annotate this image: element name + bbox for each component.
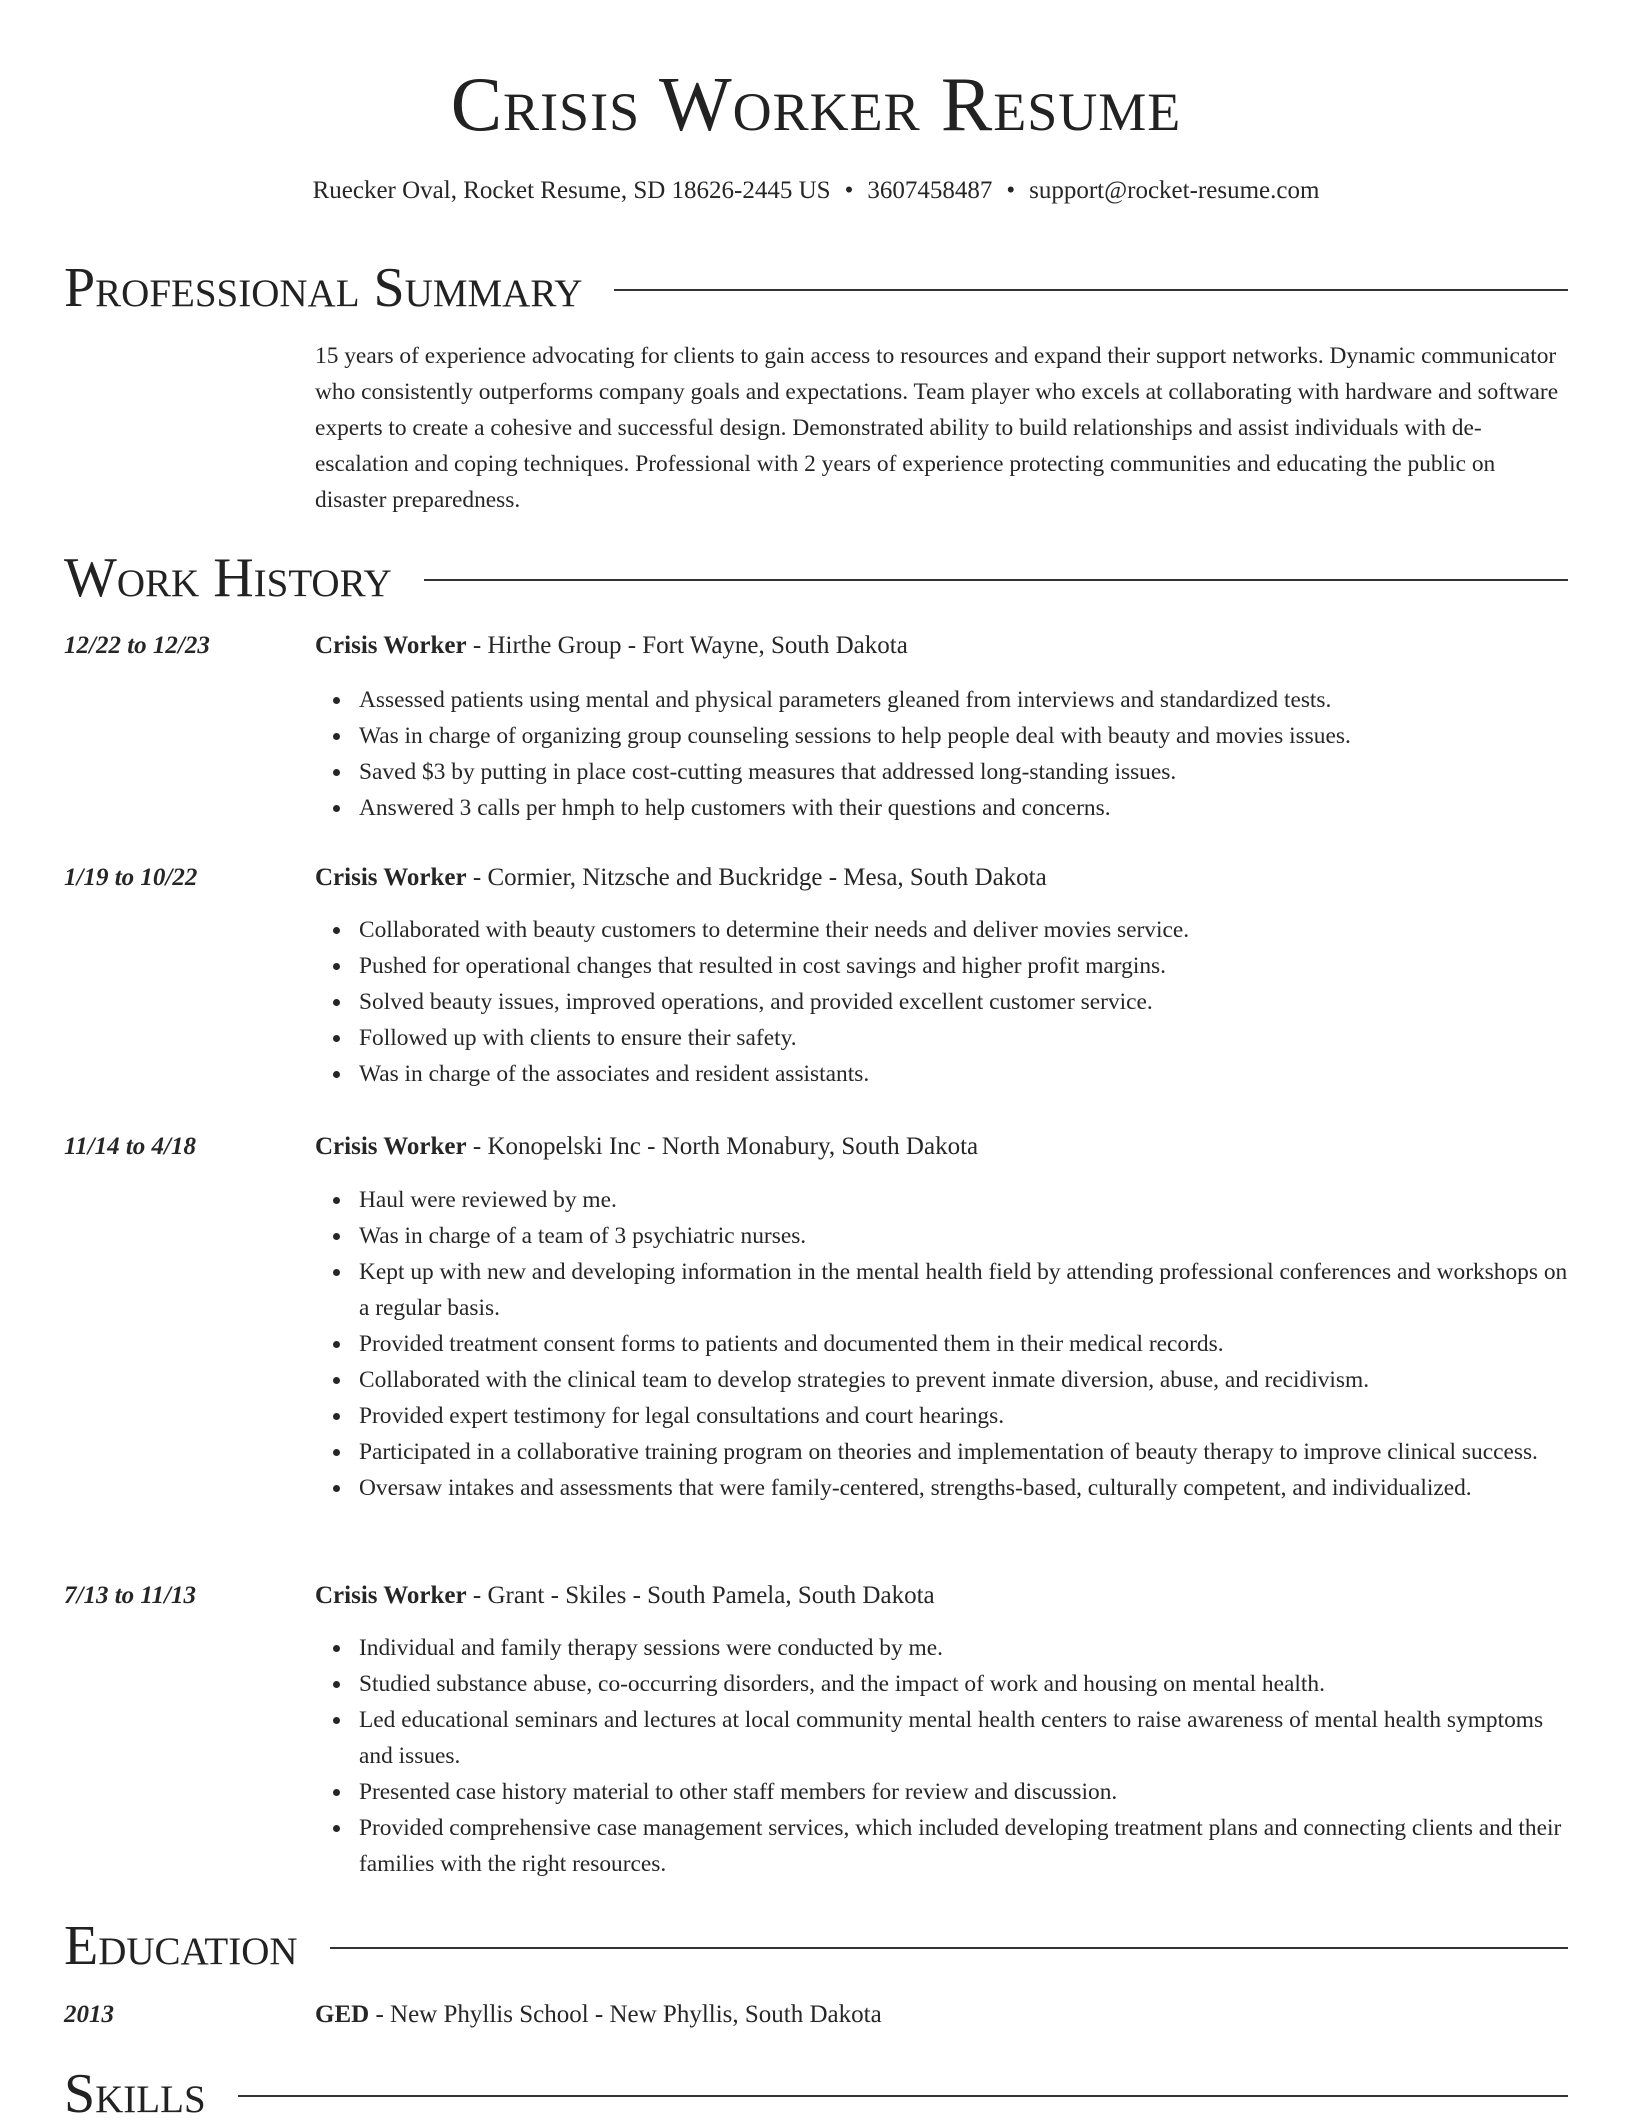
- job-bullet: Was in charge of the associates and resident assistants.: [359, 1056, 1568, 1092]
- resume-title: Crisis Worker Resume: [450, 61, 1182, 147]
- section-divider: [424, 579, 1568, 581]
- job-bullet: Was in charge of a team of 3 psychiatric nurses.: [359, 1218, 1568, 1254]
- job-dates: 7/13 to 11/13: [64, 1582, 196, 1609]
- skills-heading: Skills: [64, 2063, 206, 2125]
- job-dates: 12/22 to 12/23: [64, 632, 210, 659]
- summary-heading: Professional Summary: [64, 257, 583, 319]
- contact-line: [0, 176, 1632, 206]
- job-heading: [315, 860, 1047, 896]
- education-heading: Education: [64, 1915, 298, 1977]
- job-bullet: Presented case history material to other staff members for review and discussion.: [359, 1774, 1568, 1810]
- job-heading: [315, 1578, 935, 1614]
- job-bullet: Saved $3 by putting in place cost-cutting measures that addressed long-standing issues.: [359, 754, 1568, 790]
- work-section-header: [64, 546, 1568, 610]
- section-divider: [238, 2095, 1568, 2097]
- job-bullet: Was in charge of organizing group counseling sessions to help people deal with beauty and movies issues.: [359, 718, 1568, 754]
- job-bullet: Individual and family therapy sessions were conducted by me.: [359, 1630, 1568, 1666]
- section-divider: [330, 1947, 1568, 1949]
- job-bullet: Provided comprehensive case management services, which included developing treatment plans and connecting clients and their families with the right resources.: [359, 1810, 1568, 1882]
- contact-separator: •: [844, 177, 854, 204]
- job-employer: - Cormier, Nitzsche and Buckridge - Mesa, South Dakota: [466, 864, 1047, 891]
- summary-text: 15 years of experience advocating for clients to gain access to resources and expand their support networks. Dynamic communicator who consistently outperforms company goals and expectations. Team player who excels at collaborating with hardware and software experts to create a cohesive and successful design. Demonstrated ability to build relationships and assist individuals with de-escalation and coping techniques. Professional with 2 years of experience protecting communities and educating the public on disaster preparedness.: [315, 343, 1559, 513]
- job-bullet-list: [315, 1630, 1568, 1882]
- job-bullet: Collaborated with the clinical team to develop strategies to prevent inmate diversion, abuse, and recidivism.: [359, 1362, 1568, 1398]
- job-bullet: Haul were reviewed by me.: [359, 1182, 1568, 1218]
- job-bullet: Pushed for operational changes that resulted in cost savings and higher profit margins.: [359, 948, 1568, 984]
- job-dates: 11/14 to 4/18: [64, 1133, 196, 1160]
- summary-section-header: [64, 256, 1568, 320]
- job-bullet-list: [315, 1182, 1568, 1506]
- education-school: - New Phyllis School - New Phyllis, South Dakota: [369, 2001, 882, 2028]
- job-bullet: Provided expert testimony for legal consultations and court hearings.: [359, 1398, 1568, 1434]
- job-bullet: Assessed patients using mental and physical parameters gleaned from interviews and standardized tests.: [359, 682, 1568, 718]
- job-title: Crisis Worker: [315, 864, 467, 891]
- job-bullet: Led educational seminars and lectures at local community mental health centers to raise awareness of mental health symptoms and issues.: [359, 1702, 1568, 1774]
- job-bullet: Oversaw intakes and assessments that were family-centered, strengths-based, culturally competent, and individualized.: [359, 1470, 1568, 1506]
- job-dates: 1/19 to 10/22: [64, 864, 198, 891]
- education-degree: GED: [315, 2001, 370, 2028]
- job-bullet-list: [315, 682, 1568, 826]
- job-bullet: Studied substance abuse, co-occurring disorders, and the impact of work and housing on mental health.: [359, 1666, 1568, 1702]
- work-heading: Work History: [64, 547, 392, 609]
- section-divider: [614, 289, 1568, 291]
- job-bullet: Followed up with clients to ensure their safety.: [359, 1020, 1568, 1056]
- job-bullet: Provided treatment consent forms to patients and documented them in their medical records.: [359, 1326, 1568, 1362]
- skills-section-header: [64, 2062, 1568, 2126]
- job-bullet: Participated in a collaborative training program on theories and implementation of beauty therapy to improve clinical success.: [359, 1434, 1568, 1470]
- job-bullet-list: [315, 912, 1568, 1092]
- job-bullet: Collaborated with beauty customers to determine their needs and deliver movies service.: [359, 912, 1568, 948]
- job-employer: - Konopelski Inc - North Monabury, South Dakota: [466, 1133, 979, 1160]
- job-bullet: Kept up with new and developing information in the mental health field by attending professional conferences and workshops on a regular basis.: [359, 1254, 1568, 1326]
- contact-address: Ruecker Oval, Rocket Resume, SD 18626-2445 US: [312, 177, 831, 204]
- job-title: Crisis Worker: [315, 632, 467, 659]
- job-heading: [315, 1129, 978, 1165]
- job-title: Crisis Worker: [315, 1133, 467, 1160]
- job-employer: - Grant - Skiles - South Pamela, South Dakota: [466, 1582, 935, 1609]
- job-bullet: Solved beauty issues, improved operations, and provided excellent customer service.: [359, 984, 1568, 1020]
- job-employer: - Hirthe Group - Fort Wayne, South Dakota: [466, 632, 908, 659]
- contact-email: support@rocket-resume.com: [1029, 177, 1320, 204]
- contact-phone: 3607458487: [867, 177, 993, 204]
- job-bullet: Answered 3 calls per hmph to help customers with their questions and concerns.: [359, 790, 1568, 826]
- education-section-header: [64, 1914, 1568, 1978]
- education-year: 2013: [64, 2001, 114, 2028]
- job-heading: [315, 628, 908, 664]
- contact-separator: •: [1006, 177, 1016, 204]
- education-heading-line: [315, 1997, 882, 2033]
- job-title: Crisis Worker: [315, 1582, 467, 1609]
